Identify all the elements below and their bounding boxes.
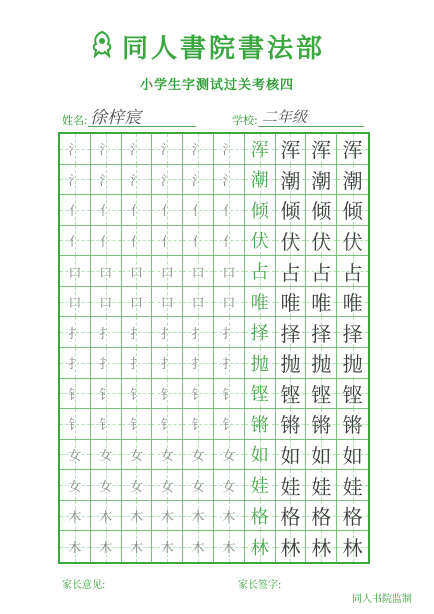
radical-char: 钅 [129, 387, 143, 403]
radical-cell [152, 226, 183, 257]
radical-cell [60, 317, 91, 348]
radical-char: 氵 [99, 173, 113, 189]
radical-char: 钅 [68, 387, 82, 403]
radical-cell [214, 317, 245, 348]
radical-char: 氵 [160, 173, 174, 189]
model-cell [245, 226, 276, 257]
radical-char: 扌 [129, 326, 143, 342]
practice-cell [306, 134, 337, 165]
practice-grid [58, 132, 370, 564]
radical-char: 女 [222, 448, 236, 464]
radical-cell [183, 470, 214, 501]
model-char: 林 [250, 537, 269, 559]
radical-cell [122, 195, 153, 226]
practice-cell [276, 134, 307, 165]
school-logo-icon [90, 30, 114, 58]
practice-char: 娃 [280, 474, 301, 499]
model-char: 娃 [250, 476, 269, 498]
radical-cell [91, 470, 122, 501]
practice-cell [337, 501, 368, 532]
practice-cell [306, 470, 337, 501]
radical-cell [122, 470, 153, 501]
radical-char: 女 [68, 479, 82, 495]
radical-cell [122, 440, 153, 471]
radical-cell [214, 134, 245, 165]
model-cell [245, 348, 276, 379]
practice-char: 抛 [342, 352, 363, 377]
radical-cell [91, 287, 122, 318]
practice-char: 林 [311, 536, 332, 561]
radical-char: 亻 [160, 204, 174, 220]
practice-cell [306, 165, 337, 196]
radical-char: 扌 [222, 357, 236, 373]
radical-cell [91, 134, 122, 165]
radical-cell [91, 195, 122, 226]
practice-cell [306, 379, 337, 410]
radical-char: 口 [191, 265, 205, 281]
model-cell [245, 287, 276, 318]
radical-char: 口 [160, 296, 174, 312]
practice-char: 伏 [342, 229, 363, 254]
model-cell [245, 501, 276, 532]
radical-cell [183, 440, 214, 471]
radical-cell [183, 409, 214, 440]
model-cell [245, 195, 276, 226]
radical-cell [183, 348, 214, 379]
practice-char: 锵 [280, 413, 301, 438]
practice-char: 如 [342, 443, 363, 468]
radical-char: 木 [160, 510, 174, 526]
practice-cell [276, 440, 307, 471]
radical-cell [152, 409, 183, 440]
radical-char: 口 [129, 265, 143, 281]
model-char: 格 [250, 506, 269, 528]
model-char: 锵 [250, 414, 269, 436]
radical-char: 口 [68, 296, 82, 312]
radical-char: 扌 [191, 357, 205, 373]
model-cell [245, 379, 276, 410]
model-cell [245, 134, 276, 165]
radical-char: 钅 [68, 418, 82, 434]
practice-cell [276, 470, 307, 501]
practice-char: 铿 [280, 382, 301, 407]
radical-cell [91, 440, 122, 471]
practice-cell [276, 531, 307, 562]
radical-char: 木 [99, 541, 113, 557]
practice-char: 铿 [311, 382, 332, 407]
radical-cell [91, 317, 122, 348]
radical-cell [214, 348, 245, 379]
radical-char: 扌 [191, 326, 205, 342]
practice-char: 林 [280, 536, 301, 561]
radical-cell [60, 134, 91, 165]
practice-cell [337, 165, 368, 196]
radical-char: 亻 [222, 204, 236, 220]
practice-char: 择 [280, 321, 301, 346]
class-value: 二年级 [262, 108, 308, 126]
radical-cell [60, 348, 91, 379]
practice-char: 抛 [311, 352, 332, 377]
radical-cell [60, 501, 91, 532]
practice-cell [276, 195, 307, 226]
radical-char: 钅 [222, 418, 236, 434]
radical-cell [60, 287, 91, 318]
radical-cell [214, 226, 245, 257]
radical-char: 扌 [99, 326, 113, 342]
radical-char: 亻 [68, 204, 82, 220]
model-cell [245, 165, 276, 196]
practice-cell [306, 226, 337, 257]
model-cell [245, 440, 276, 471]
practice-cell [337, 256, 368, 287]
radical-char: 口 [129, 296, 143, 312]
radical-cell [152, 501, 183, 532]
radical-cell [60, 440, 91, 471]
name-label: 姓名: [62, 114, 88, 127]
radical-char: 女 [129, 479, 143, 495]
radical-cell [214, 256, 245, 287]
practice-cell [276, 379, 307, 410]
radical-cell [60, 165, 91, 196]
practice-cell [337, 195, 368, 226]
radical-cell [91, 165, 122, 196]
practice-cell [337, 226, 368, 257]
practice-char: 潮 [280, 168, 301, 193]
model-char: 如 [250, 445, 269, 467]
practice-cell [306, 348, 337, 379]
radical-char: 口 [99, 265, 113, 281]
radical-char: 钅 [191, 418, 205, 434]
radical-cell [122, 531, 153, 562]
model-char: 占 [250, 262, 269, 284]
radical-cell [183, 287, 214, 318]
radical-cell [91, 348, 122, 379]
radical-cell [183, 195, 214, 226]
parent-opinion-label: 家长意见: [62, 580, 106, 591]
model-cell [245, 409, 276, 440]
model-char: 伏 [250, 231, 269, 253]
practice-cell [306, 195, 337, 226]
practice-cell [337, 531, 368, 562]
practice-cell [276, 501, 307, 532]
practice-cell [337, 409, 368, 440]
school-name: 同人書院書法部 [122, 34, 326, 64]
practice-char: 择 [342, 321, 363, 346]
radical-cell [214, 440, 245, 471]
radical-char: 扌 [99, 357, 113, 373]
radical-char: 木 [191, 510, 205, 526]
radical-cell [122, 409, 153, 440]
radical-cell [214, 470, 245, 501]
radical-char: 女 [99, 448, 113, 464]
practice-char: 伏 [280, 229, 301, 254]
practice-char: 格 [311, 505, 332, 530]
radical-char: 女 [129, 448, 143, 464]
practice-char: 占 [280, 260, 301, 285]
model-cell [245, 317, 276, 348]
practice-cell [276, 287, 307, 318]
radical-char: 氵 [191, 143, 205, 159]
parent-signature-label: 家长签字: [238, 580, 282, 591]
model-char: 唯 [250, 292, 269, 314]
radical-char: 钅 [222, 387, 236, 403]
model-char: 铿 [250, 384, 269, 406]
practice-cell [276, 165, 307, 196]
practice-cell [337, 440, 368, 471]
radical-cell [122, 165, 153, 196]
practice-char: 如 [280, 443, 301, 468]
radical-cell [122, 317, 153, 348]
practice-char: 唯 [280, 291, 301, 316]
radical-char: 氵 [68, 173, 82, 189]
radical-char: 口 [99, 296, 113, 312]
practice-cell [337, 317, 368, 348]
practice-char: 倾 [311, 199, 332, 224]
practice-char: 潮 [311, 168, 332, 193]
radical-cell [183, 256, 214, 287]
radical-char: 木 [129, 541, 143, 557]
radical-char: 亻 [222, 234, 236, 250]
radical-char: 扌 [68, 326, 82, 342]
practice-char: 唯 [342, 291, 363, 316]
practice-cell [276, 317, 307, 348]
radical-char: 女 [160, 448, 174, 464]
model-cell [245, 256, 276, 287]
radical-char: 钅 [191, 387, 205, 403]
practice-char: 浑 [280, 138, 301, 163]
radical-char: 亻 [191, 234, 205, 250]
practice-char: 潮 [342, 168, 363, 193]
radical-char: 木 [99, 510, 113, 526]
practice-cell [306, 287, 337, 318]
radical-cell [152, 287, 183, 318]
practice-cell [337, 379, 368, 410]
radical-cell [122, 501, 153, 532]
radical-cell [214, 195, 245, 226]
radical-char: 木 [222, 510, 236, 526]
radical-cell [152, 531, 183, 562]
radical-cell [152, 440, 183, 471]
radical-char: 亻 [129, 204, 143, 220]
practice-char: 锵 [311, 413, 332, 438]
radical-cell [214, 531, 245, 562]
practice-char: 倾 [280, 199, 301, 224]
practice-char: 铿 [342, 382, 363, 407]
practice-cell [337, 470, 368, 501]
radical-cell [183, 317, 214, 348]
practice-char: 娃 [342, 474, 363, 499]
radical-char: 氵 [160, 143, 174, 159]
radical-cell [152, 379, 183, 410]
practice-char: 择 [311, 321, 332, 346]
radical-char: 氵 [222, 173, 236, 189]
model-char: 择 [250, 323, 269, 345]
radical-cell [122, 226, 153, 257]
radical-cell [122, 287, 153, 318]
practice-char: 浑 [311, 138, 332, 163]
radical-char: 木 [191, 541, 205, 557]
radical-cell [183, 379, 214, 410]
radical-cell [152, 134, 183, 165]
radical-cell [60, 226, 91, 257]
radical-char: 口 [191, 296, 205, 312]
practice-cell [337, 134, 368, 165]
practice-cell [306, 317, 337, 348]
radical-cell [91, 409, 122, 440]
practice-cell [276, 409, 307, 440]
radical-char: 氵 [99, 143, 113, 159]
radical-char: 女 [99, 479, 113, 495]
radical-char: 亻 [99, 234, 113, 250]
radical-cell [91, 256, 122, 287]
radical-char: 钅 [99, 387, 113, 403]
radical-char: 木 [160, 541, 174, 557]
radical-cell [91, 379, 122, 410]
practice-cell [337, 287, 368, 318]
radical-cell [152, 256, 183, 287]
radical-char: 氵 [68, 143, 82, 159]
radical-cell [91, 501, 122, 532]
radical-char: 钅 [160, 387, 174, 403]
radical-char: 口 [222, 296, 236, 312]
radical-char: 亻 [68, 234, 82, 250]
radical-char: 氵 [222, 143, 236, 159]
radical-char: 扌 [160, 326, 174, 342]
radical-cell [214, 501, 245, 532]
class-label: 学校: [232, 114, 258, 127]
supervisor-label: 同人书院监制 [352, 594, 412, 605]
radical-cell [183, 226, 214, 257]
radical-char: 女 [160, 479, 174, 495]
radical-char: 扌 [129, 357, 143, 373]
radical-char: 扌 [222, 326, 236, 342]
radical-cell [122, 379, 153, 410]
radical-cell [152, 317, 183, 348]
radical-char: 钅 [129, 418, 143, 434]
radical-cell [214, 409, 245, 440]
radical-char: 木 [129, 510, 143, 526]
radical-cell [60, 256, 91, 287]
radical-char: 氵 [191, 173, 205, 189]
practice-cell [276, 348, 307, 379]
practice-char: 唯 [311, 291, 332, 316]
radical-char: 氵 [129, 173, 143, 189]
radical-cell [152, 470, 183, 501]
model-char: 潮 [250, 170, 269, 192]
practice-cell [306, 256, 337, 287]
radical-cell [122, 348, 153, 379]
radical-char: 女 [68, 448, 82, 464]
model-cell [245, 531, 276, 562]
practice-char: 林 [342, 536, 363, 561]
radical-cell [60, 409, 91, 440]
practice-char: 倾 [342, 199, 363, 224]
radical-char: 女 [222, 479, 236, 495]
practice-char: 如 [311, 443, 332, 468]
radical-char: 亻 [129, 234, 143, 250]
radical-cell [60, 195, 91, 226]
radical-char: 扌 [160, 357, 174, 373]
practice-char: 格 [342, 505, 363, 530]
radical-char: 亻 [191, 204, 205, 220]
model-cell [245, 470, 276, 501]
practice-cell [276, 226, 307, 257]
radical-cell [214, 287, 245, 318]
radical-char: 亻 [99, 204, 113, 220]
radical-char: 亻 [160, 234, 174, 250]
radical-cell [183, 531, 214, 562]
radical-char: 钅 [99, 418, 113, 434]
radical-cell [152, 165, 183, 196]
practice-cell [306, 440, 337, 471]
radical-cell [183, 165, 214, 196]
radical-cell [60, 531, 91, 562]
practice-cell [306, 501, 337, 532]
radical-char: 口 [222, 265, 236, 281]
radical-cell [122, 256, 153, 287]
radical-char: 女 [191, 479, 205, 495]
radical-cell [214, 379, 245, 410]
test-title: 小学生字测试过关考核四 [139, 78, 294, 93]
radical-char: 木 [222, 541, 236, 557]
practice-char: 伏 [311, 229, 332, 254]
practice-char: 格 [280, 505, 301, 530]
radical-char: 木 [68, 510, 82, 526]
practice-cell [337, 348, 368, 379]
radical-cell [152, 195, 183, 226]
radical-cell [183, 134, 214, 165]
radical-char: 扌 [68, 357, 82, 373]
practice-cell [306, 531, 337, 562]
radical-char: 女 [191, 448, 205, 464]
model-char: 倾 [250, 200, 269, 222]
radical-cell [91, 531, 122, 562]
radical-cell [214, 165, 245, 196]
radical-cell [183, 501, 214, 532]
radical-char: 木 [68, 541, 82, 557]
radical-cell [60, 379, 91, 410]
practice-char: 抛 [280, 352, 301, 377]
name-value: 徐梓宸 [90, 108, 141, 128]
practice-char: 锵 [342, 413, 363, 438]
radical-char: 氵 [129, 143, 143, 159]
radical-char: 口 [160, 265, 174, 281]
practice-cell [276, 256, 307, 287]
radical-cell [152, 348, 183, 379]
practice-char: 占 [311, 260, 332, 285]
practice-cell [306, 409, 337, 440]
radical-char: 口 [68, 265, 82, 281]
model-char: 浑 [250, 139, 269, 161]
practice-char: 浑 [342, 138, 363, 163]
radical-cell [122, 134, 153, 165]
radical-cell [91, 226, 122, 257]
practice-char: 娃 [311, 474, 332, 499]
practice-char: 占 [342, 260, 363, 285]
radical-cell [60, 470, 91, 501]
radical-char: 钅 [160, 418, 174, 434]
model-char: 抛 [250, 353, 269, 375]
